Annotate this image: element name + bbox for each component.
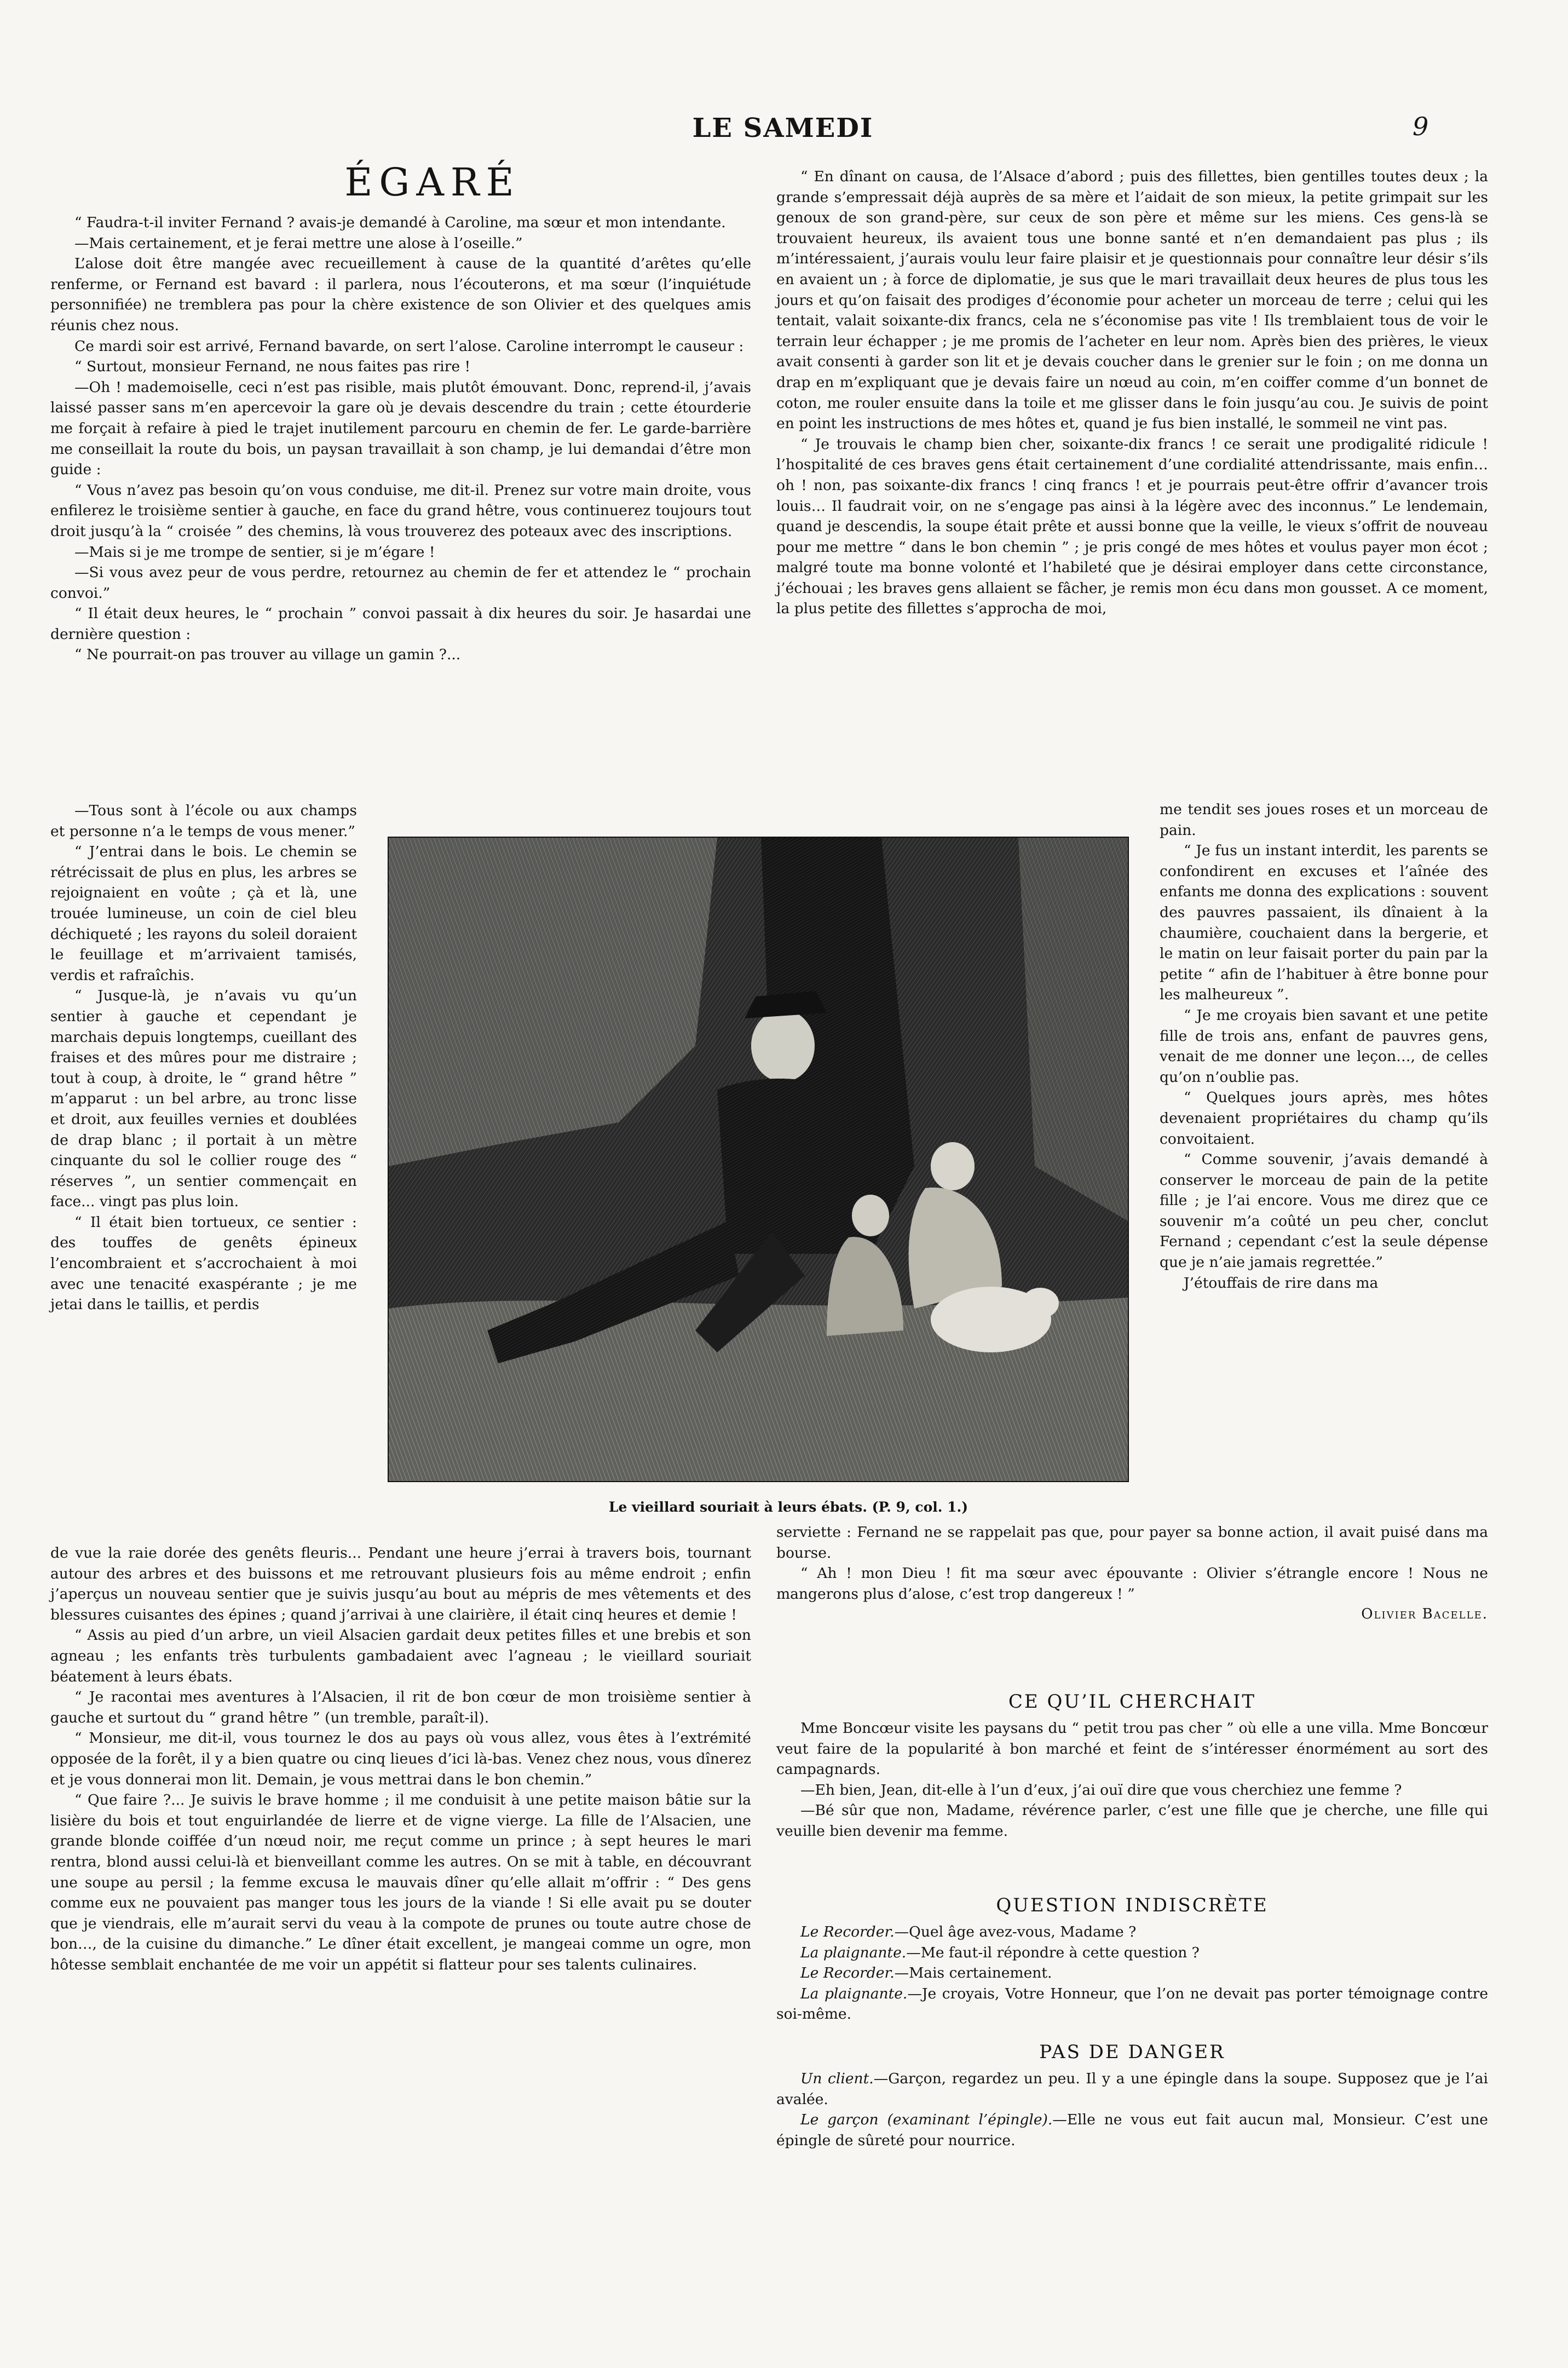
- paragraph: “ Comme souvenir, j’avais demandé à conserver le morceau de pain de la petite fille ; je l’ai encore. Vous me direz que ce souvenir m’a coûté un peu cher, conclut Fernand ; cependant c’est la seule dépense que je n’aie jamais regrettée.”: [1160, 1151, 1488, 1271]
- paragraph: me tendit ses joues roses et un morceau de pain.: [1160, 801, 1488, 839]
- line-text: —Garçon, regardez un peu. Il y a une épingle dans la soupe. Supposez que je l’ai avalée.: [776, 2070, 1488, 2108]
- line-text: —Mais certainement.: [894, 1964, 1052, 1982]
- dialogue-line: [776, 2110, 1488, 2151]
- line-text: —Quel âge avez-vous, Madame ?: [894, 1923, 1137, 1940]
- paragraph: “ En dînant on causa, de l’Alsace d’abord ; puis des fillettes, bien gentilles toutes deux ; la grande s’empressait déjà auprès de sa mère et l’aidait de son mieux, la petite grimpait sur les genoux de son grand-père, sur ceux de son père et même sur les miens. Ces gens-là se trouvaient heureux, ils avaient tous une bonne santé et n’en demandaient pas plus ; ils m’intéressaient, j’aurais voulu leur faire plaisir et je questionnais pour connaître leur désir s’ils en avaient un ; à force de diplomatie, je sus que le mari travaillait deux heures de plus tous les jours et qu’on faisait des prodiges d’économie pour acheter un morceau de terre ; celui qui les tentait, valait soixante-dix francs, cela ne s’économise pas vite ! Ils tremblaient tous de voir le terrain leur échapper ; je me promis de l’acheter en leur nom. Après bien des prières, le vieux avait consenti à garder son lit et je devais coucher dans le grenier sur le foin ; on me donna un drap en m’expliquant que je devais faire un nœud au coin, m’en coiffer comme d’un bonnet de coton, me rouler ensuite dans la toile et me glisser dans le foin jusqu’au cou. Je suivis de point en point les instructions de mes hôtes et, quand je fus bien installé, le sommeil ne vint pas.: [776, 168, 1488, 433]
- article-col2-bottom: [776, 1522, 1488, 1625]
- paragraph: —Eh bien, Jean, dit-elle à l’un d’eux, j’ai ouï dire que vous cherchiez une femme ?: [800, 1781, 1402, 1799]
- paragraph: “ Vous n’avez pas besoin qu’on vous conduise, me dit-il. Prenez sur votre main droite, vous enfilerez le troisième sentier à gauche, en face du grand hêtre, vous continuerez toujours tout droit jusqu’à la “ croisée ” des chemins, là vous trouverez des poteaux avec des inscriptions.: [50, 481, 751, 540]
- page-header-title: LE SAMEDI: [692, 113, 874, 143]
- paragraph: “ Il était deux heures, le “ prochain ” convoi passait à dix heures du soir. Je hasardai une dernière question :: [50, 605, 751, 643]
- article-col1-top: [50, 212, 751, 665]
- paragraph: “ Assis au pied d’un arbre, un vieil Alsacien gardait deux petites filles et une brebis et son agneau ; les enfants très turbulents gambadaient avec l’agneau ; le vieillard souriait béatement à leurs ébats.: [50, 1627, 751, 1685]
- paragraph: “ Je fus un instant interdit, les parents se confondirent en excuses et l’aînée des enfants me donna des explications : souvent des pauvres passaient, ils dînaient à la chaumière, couchaient dans la bergerie, et le matin on leur faisait porter du pain par la petite “ afin de l’habituer à être bonne pour les malheureux ”.: [1160, 842, 1488, 1004]
- speaker: Un client.: [800, 2070, 874, 2087]
- speaker: La plaignante.: [800, 1944, 907, 1961]
- paragraph: J’étouffais de rire dans ma: [1184, 1274, 1379, 1292]
- paragraph: —Mais si je me trompe de sentier, si je m’égare !: [74, 543, 435, 561]
- engraving-picture: [389, 838, 1128, 1481]
- paragraph: “ J’entrai dans le bois. Le chemin se rétrécissait de plus en plus, les arbres se rejoignaient en voûte ; çà et là, une trouée lumineuse, un coin de ciel bleu déchiqueté ; les rayons du soleil doraient le feuillage et m’arrivaient tamisés, verdis et rafraîchis.: [50, 843, 357, 984]
- illustration-caption: Le vieillard souriait à leurs ébats. (P. 9, col. 1.): [608, 1499, 969, 1515]
- paragraph: “ Surtout, monsieur Fernand, ne nous faites pas rire !: [74, 358, 471, 376]
- dialogue-line: [776, 1922, 1488, 1943]
- paragraph: —Oh ! mademoiselle, ceci n’est pas risible, mais plutôt émouvant. Donc, reprend-il, j’avais laissé passer sans m’en apercevoir la gare où je devais descendre du train ; cette étourderie me forçait à refaire à pied le trajet inutilement parcouru en chemin de fer. Le garde-barrière me conseillait la route du bois, un paysan travaillait à son champ, je lui demandai d’être mon guide :: [50, 378, 751, 479]
- article-col2-top: [776, 166, 1488, 619]
- paragraph: “ Quelques jours après, mes hôtes devenaient propriétaires du champ qu’ils convoitaient.: [1160, 1089, 1488, 1148]
- paragraph: —Mais certainement, et je ferai mettre une alose à l’oseille.”: [74, 234, 523, 252]
- paragraph: “ Ah ! mon Dieu ! fit ma sœur avec épouvante : Olivier s’étrangle encore ! Nous ne mangerons plus d’alose, c’est trop dangereux ! ”: [776, 1565, 1488, 1603]
- paragraph: de vue la raie dorée des genêts fleuris... Pendant une heure j’errai à travers bois, tournant autour des arbres et des buissons et me retrouvant plusieurs fois au même endroit ; enfin j’aperçus un nouveau sentier que je suivis jusqu’au bout au mépris de mes vêtements et des blessures cuisantes des épines ; quand j’arrivai à une clairière, il était cinq heures et demie !: [50, 1545, 751, 1623]
- speaker: Le Recorder.: [800, 1964, 895, 1982]
- paragraph: “ Ne pourrait-on pas trouver au village un gamin ?...: [74, 646, 461, 664]
- paragraph: “ Monsieur, me dit-il, vous tournez le dos au pays où vous allez, vous êtes à l’extrémité opposée de la forêt, il y a bien quatre ou cinq lieues d’ici là-bas. Venez chez nous, vous dînerez et je vous donnerai mon lit. Demain, je vous mettrai dans le bon chemin.”: [50, 1730, 751, 1788]
- article-col1-bottom: [50, 1543, 751, 1975]
- dialogue-line: [776, 1943, 1488, 1963]
- section-title-ce-quil-cherchait: CE QU’IL CHERCHAIT: [1008, 1691, 1256, 1713]
- paragraph: serviette : Fernand ne se rappelait pas que, pour payer sa bonne action, il avait puisé dans ma bourse.: [776, 1524, 1488, 1562]
- paragraph: “ Que faire ?... Je suivis le brave homme ; il me conduisit à une petite maison bâtie sur la lisière du bois et tout enguirlandée de lierre et de vigne vierge. La fille de l’Alsacien, une grande blonde coiffée d’un nœud noir, me reçut comme un prince ; à sept heures le mari rentra, blond aussi celui-là et bienveillant comme les autres. On se mit à table, en découvrant une soupe au persil ; la femme excusa le mauvais dîner qu’elle allait m’offrir : “ Des gens comme eux ne pouvaient pas manger tous les jours de la viande ! Si elle avait pu se douter que je viendrais, elle m’aurait servi du veau à la compote de prunes ou toute autre chose de bon…, de la cuisine du dimanche.” Le dîner était excellent, je mangeai comme un ogre, mon hôtesse semblait enchantée de me voir un appétit si flatteur pour ses talents culinaires.: [50, 1791, 751, 1973]
- speaker: La plaignante.: [800, 1985, 908, 2002]
- speaker: Le Recorder.: [800, 1923, 895, 1940]
- paragraph: “ Faudra-t-il inviter Fernand ? avais-je demandé à Caroline, ma sœur et mon intendante.: [74, 214, 726, 231]
- engraving-illustration: [388, 837, 1129, 1482]
- line-text: —Me faut-il répondre à cette question ?: [906, 1944, 1200, 1961]
- section-title-pas-de-danger: PAS DE DANGER: [1039, 2041, 1225, 2063]
- article-byline: Olivier Bacelle.: [1361, 1606, 1488, 1623]
- dialogue-line: [776, 1984, 1488, 2025]
- page-number: 9: [1413, 112, 1429, 141]
- line-text: —Elle ne vous eut fait aucun mal, Monsieur. C’est une épingle de sûreté pour nourrice.: [776, 2111, 1488, 2149]
- article-col2-narrow: [1160, 799, 1488, 1293]
- paragraph: “ Je me croyais bien savant et une petite fille de trois ans, enfant de pauvres gens, venait de me donner une leçon…, de celles qu’on n’oublie pas.: [1160, 1006, 1488, 1086]
- line-text: —Je croyais, Votre Honneur, que l’on ne devait pas porter témoignage contre soi-même.: [776, 1985, 1489, 2023]
- paragraph: L’alose doit être mangée avec recueillement à cause de la quantité d’arêtes qu’elle renferme, or Fernand est bavard : il parlera, nous l’écouterons, et ma sœur (l’inquiétude personnifiée) ne tremblera pas pour la chère existence de son Olivier et des quelques amis réunis chez nous.: [50, 255, 751, 334]
- article-col1-narrow: [50, 800, 357, 1315]
- paragraph: —Bé sûr que non, Madame, révérence parler, c’est une fille que je cherche, une fille qui veuille bien devenir ma femme.: [776, 1802, 1488, 1840]
- dialogue-line: [776, 1963, 1488, 1984]
- paragraph: “ Je trouvais le champ bien cher, soixante-dix francs ! ce serait une prodigalité ridicule ! l’hospitalité de ces braves gens était certainement d’une cordialité attendrissante, mais enfin… oh ! non, pas soixante-dix francs ! cinq francs ! et je pourrais peut-être offrir d’avancer trois louis… Il faudrait voir, on ne s’engage pas ainsi à la légère avec des inconnus.” Le lendemain, quand je descendis, la soupe était prête et aussi bonne que la veille, le vieux s’offrit de nouveau pour me mettre “ dans le bon chemin ” ; je pris congé de mes hôtes et voulus payer mon écot ; malgré toute ma bonne volonté et l’habileté que je désirai employer dans cette circonstance, j’échouai ; les braves gens allaient se fâcher, je remis mon écu dans mon gousset. A ce moment, la plus petite des fillettes s’approcha de moi,: [776, 435, 1488, 618]
- section-pas-de-danger: [776, 2069, 1488, 2151]
- paragraph: —Si vous avez peur de vous perdre, retournez au chemin de fer et attendez le “ prochain convoi.”: [50, 564, 751, 602]
- paragraph: “ Il était bien tortueux, ce sentier : des touffes de genêts épineux l’encombraient et s’accrochaient à moi avec une tenacité exaspérante ; je me jetai dans le taillis, et perdis: [50, 1213, 357, 1313]
- paragraph: “ Je racontai mes aventures à l’Alsacien, il rit de bon cœur de mon troisième sentier à gauche et surtout du “ grand hêtre ” (un tremble, paraît-il).: [50, 1689, 751, 1726]
- section-title-question-indiscrete: QUESTION INDISCRÈTE: [996, 1894, 1269, 1916]
- paragraph: Ce mardi soir est arrivé, Fernand bavarde, on sert l’alose. Caroline interrompt le causeur :: [74, 337, 744, 355]
- dialogue-line: [776, 2069, 1488, 2110]
- paragraph: —Tous sont à l’école ou aux champs et personne n’a le temps de vous mener.”: [50, 802, 357, 840]
- article-title: ÉGARÉ: [344, 160, 521, 205]
- paragraph: “ Jusque-là, je n’avais vu qu’un sentier à gauche et cependant je marchais depuis longtemps, cueillant des fraises et des mûres pour me distraire ; tout à coup, à droite, le “ grand hêtre ” m’apparut : un bel arbre, au tronc lisse et droit, aux feuilles vernies et doublées de drap blanc ; il portait à un mètre cinquante du sol le collier rouge des “ réserves ”, un sentier commençait en face... vingt pas plus loin.: [50, 987, 357, 1211]
- section-question-indiscrete: [776, 1922, 1488, 2025]
- speaker: Le garçon (examinant l’épingle).: [800, 2111, 1053, 2129]
- paragraph: Mme Boncœur visite les paysans du “ petit trou pas cher ” où elle a une villa. Mme Boncœur veut faire de la popularité à bon marché et feint de s’intéresser énormément au sort des campagnards.: [776, 1720, 1488, 1778]
- section-ce-quil-cherchait: [776, 1718, 1488, 1842]
